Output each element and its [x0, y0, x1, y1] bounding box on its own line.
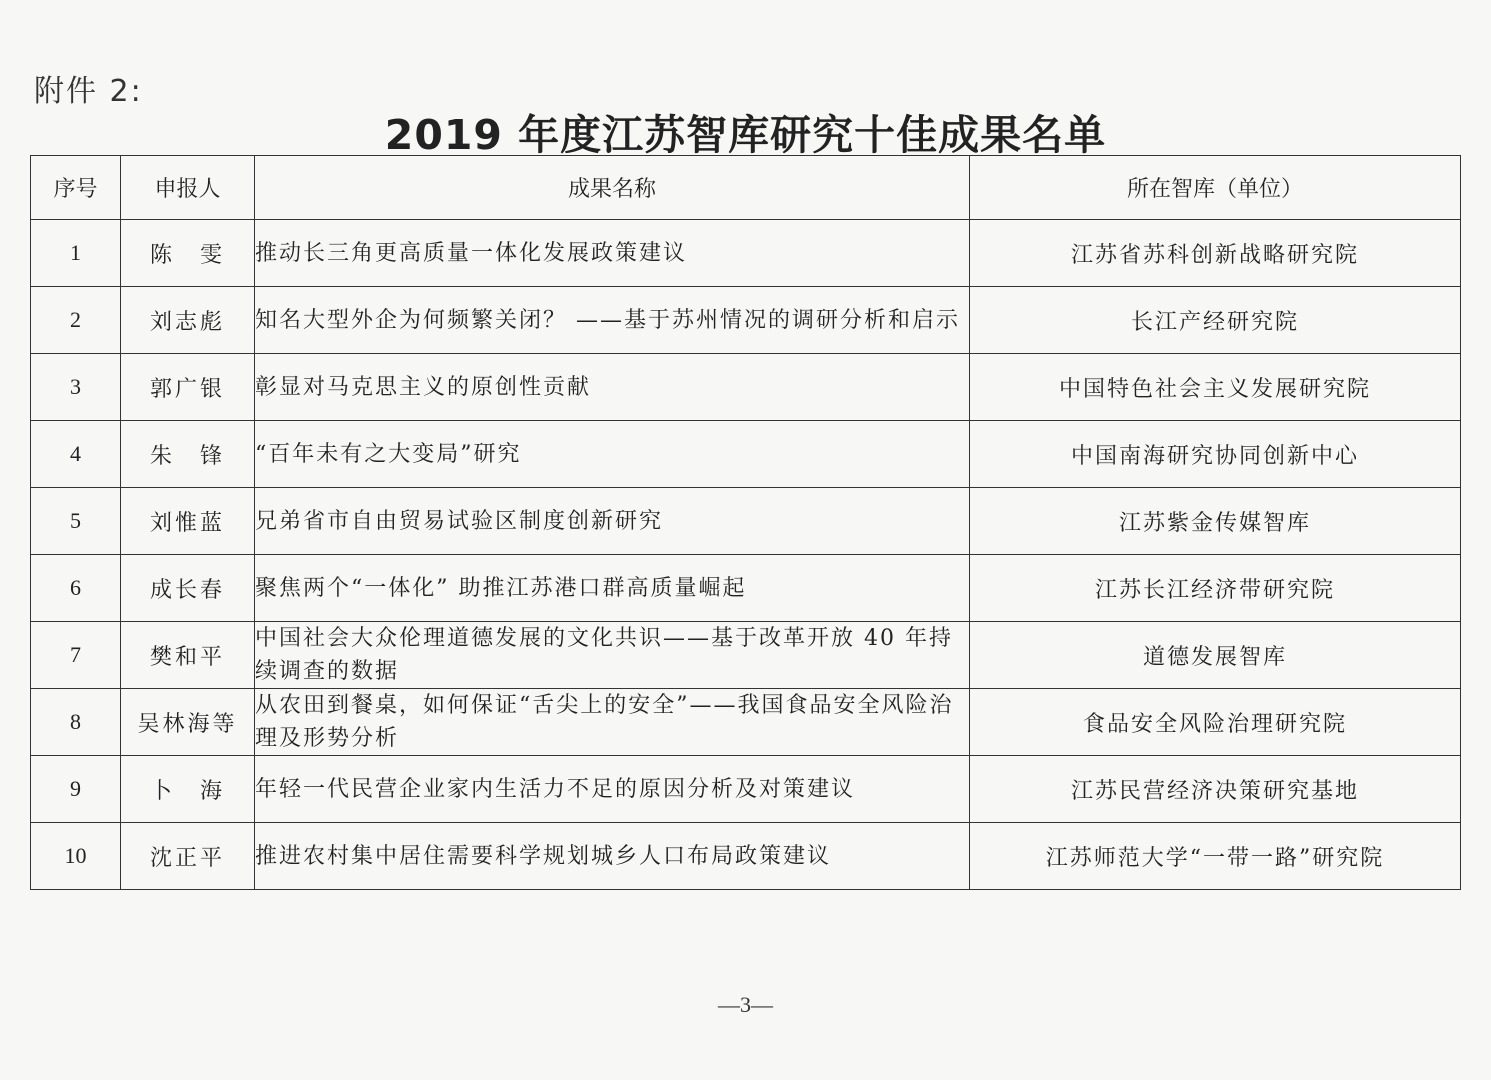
document-title: 2019 年度江苏智库研究十佳成果名单 — [384, 111, 1107, 159]
cell-org: 江苏民营经济决策研究基地 — [970, 756, 1461, 823]
cell-title: 从农田到餐桌，如何保证“舌尖上的安全”——我国食品安全风险治理及形势分析 — [255, 689, 970, 756]
cell-person: 成长春 — [121, 555, 255, 622]
header-title: 成果名称 — [255, 156, 970, 220]
cell-person: 吴林海等 — [121, 689, 255, 756]
cell-title: 彰显对马克思主义的原创性贡献 — [255, 354, 970, 421]
cell-no: 9 — [31, 756, 121, 823]
cell-person: 樊和平 — [121, 622, 255, 689]
cell-person: 郭广银 — [121, 354, 255, 421]
cell-org: 江苏紫金传媒智库 — [970, 488, 1461, 555]
page-number: —3— — [718, 992, 773, 1017]
cell-org: 江苏师范大学“一带一路”研究院 — [970, 823, 1461, 890]
table-row — [31, 555, 1461, 622]
cell-org: 江苏长江经济带研究院 — [970, 555, 1461, 622]
cell-person: 沈正平 — [121, 823, 255, 890]
cell-no: 1 — [31, 220, 121, 287]
table-row — [31, 488, 1461, 555]
cell-title: 年轻一代民营企业家内生活力不足的原因分析及对策建议 — [255, 756, 970, 823]
cell-no: 5 — [31, 488, 121, 555]
table-row — [31, 421, 1461, 488]
table-row — [31, 823, 1461, 890]
cell-person: 卜 海 — [121, 756, 255, 823]
header-org: 所在智库（单位） — [970, 156, 1461, 220]
cell-title: 知名大型外企为何频繁关闭？ ——基于苏州情况的调研分析和启示 — [255, 287, 970, 354]
table-row — [31, 354, 1461, 421]
cell-no: 6 — [31, 555, 121, 622]
cell-person: 朱 锋 — [121, 421, 255, 488]
cell-org: 食品安全风险治理研究院 — [970, 689, 1461, 756]
cell-no: 8 — [31, 689, 121, 756]
cell-org: 长江产经研究院 — [970, 287, 1461, 354]
cell-org: 江苏省苏科创新战略研究院 — [970, 220, 1461, 287]
cell-title: 兄弟省市自由贸易试验区制度创新研究 — [255, 488, 970, 555]
cell-no: 7 — [31, 622, 121, 689]
results-table — [30, 155, 1461, 890]
cell-no: 4 — [31, 421, 121, 488]
cell-title: “百年未有之大变局”研究 — [255, 421, 970, 488]
cell-no: 3 — [31, 354, 121, 421]
attachment-label: 附件 2: — [34, 74, 143, 109]
cell-no: 2 — [31, 287, 121, 354]
cell-title: 推动长三角更高质量一体化发展政策建议 — [255, 220, 970, 287]
cell-no: 10 — [31, 823, 121, 890]
cell-person: 陈 雯 — [121, 220, 255, 287]
cell-title: 中国社会大众伦理道德发展的文化共识——基于改革开放 40 年持续调查的数据 — [255, 622, 970, 689]
cell-org: 中国南海研究协同创新中心 — [970, 421, 1461, 488]
table-row — [31, 756, 1461, 823]
cell-title: 聚焦两个“一体化” 助推江苏港口群高质量崛起 — [255, 555, 970, 622]
table-header-row — [31, 156, 1461, 220]
table-row — [31, 220, 1461, 287]
header-person: 申报人 — [121, 156, 255, 220]
table-row — [31, 287, 1461, 354]
cell-person: 刘惟蓝 — [121, 488, 255, 555]
table-row — [31, 689, 1461, 756]
cell-org: 中国特色社会主义发展研究院 — [970, 354, 1461, 421]
cell-title: 推进农村集中居住需要科学规划城乡人口布局政策建议 — [255, 823, 970, 890]
table-row — [31, 622, 1461, 689]
header-no: 序号 — [31, 156, 121, 220]
cell-person: 刘志彪 — [121, 287, 255, 354]
cell-org: 道德发展智库 — [970, 622, 1461, 689]
